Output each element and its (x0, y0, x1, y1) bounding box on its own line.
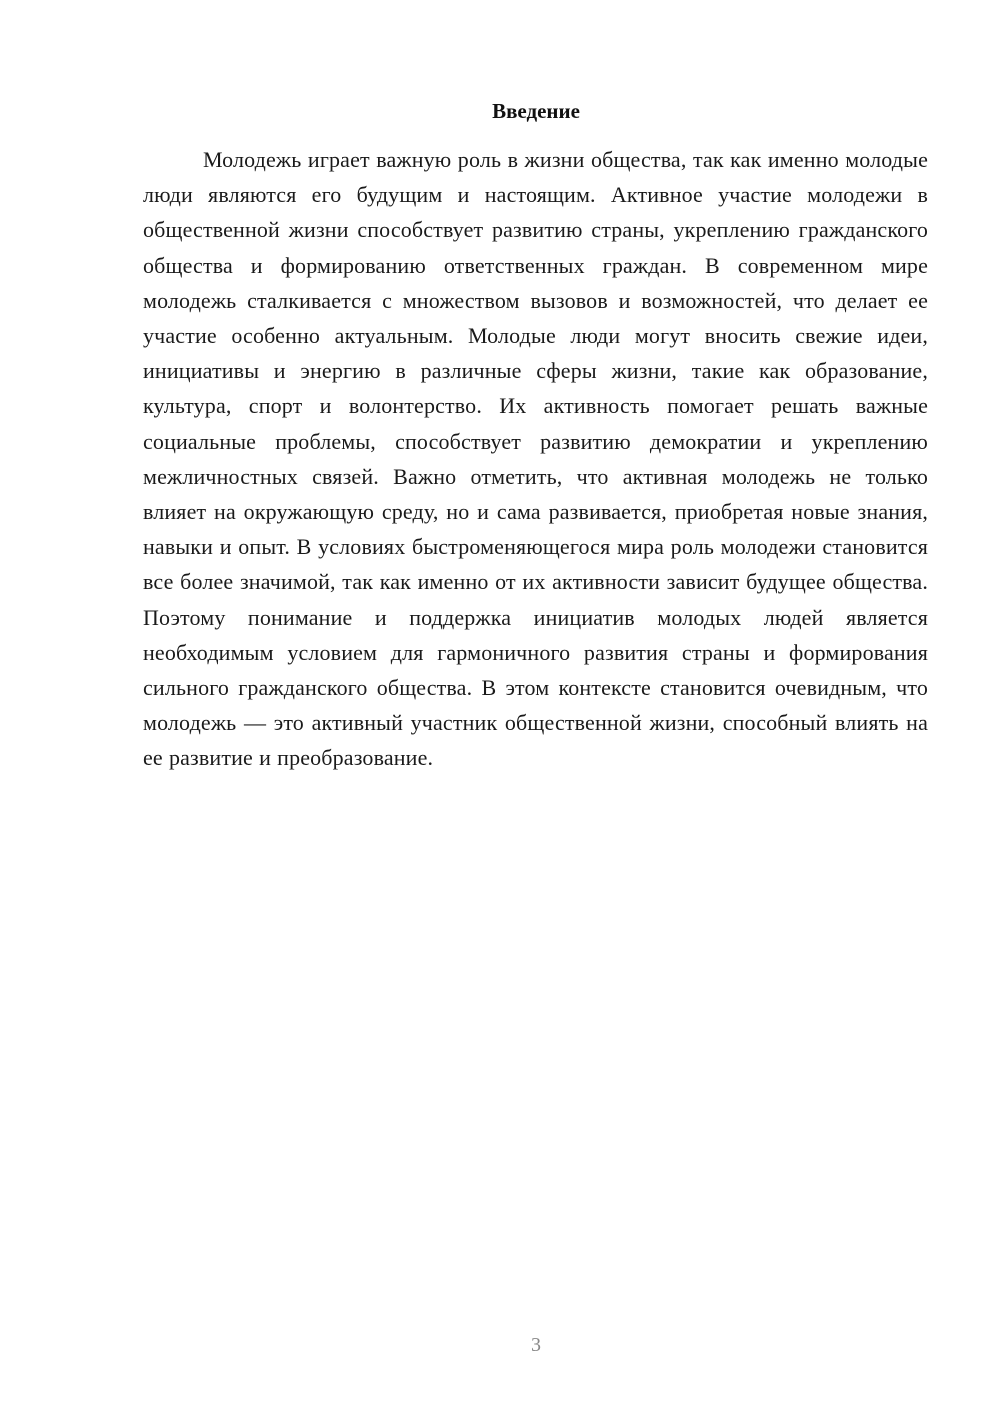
page-number: 3 (531, 1334, 541, 1356)
section-heading: Введение (492, 99, 580, 123)
body-paragraph: Молодежь играет важную роль в жизни общества, так как именно молодые люди являются его будущим и настоящим. Активное участие молодежи в общественной жизни способствует развитию страны, укреплению гражданского общества и формированию ответственных граждан. В современном мире молодежь сталкивается с множеством вызовов и возможностей, что делает ее участие особенно актуальным. Молодые люди могут вносить свежие идеи, инициативы и энергию в различные сферы жизни, такие как образование, культура, спорт и волонтерство. Их активность помогает решать важные социальные проблемы, способствует развитию демократии и укреплению межличностных связей. Важно отметить, что активная молодежь не только влияет на окружающую среду, но и сама развивается, приобретая новые знания, навыки и опыт. В условиях быстроменяющегося мира роль молодежи становится все более значимой, так как именно от их активности зависит будущее общества. Поэтому понимание и поддержка инициатив молодых людей является необходимым условием для гармоничного развития страны и формирования сильного гражданского общества. В этом контексте становится очевидным, что молодежь — это активный участник общественной жизни, способный влиять на ее развитие и преобразование. (143, 147, 928, 771)
